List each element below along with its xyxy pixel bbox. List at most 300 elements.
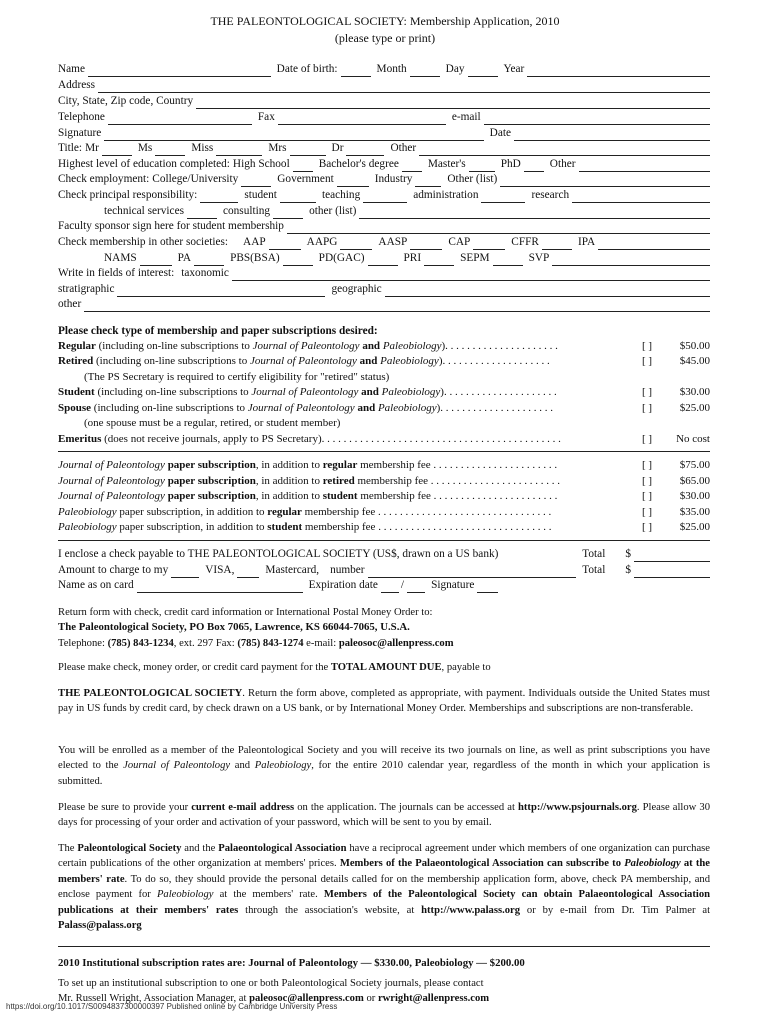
- society-pbs-field[interactable]: [283, 254, 313, 266]
- p5-paleobiology2: Paleobiology: [156, 889, 214, 901]
- society-nams: NAMS: [104, 252, 137, 264]
- society-aap-field[interactable]: [269, 238, 301, 250]
- membership-student-j1: Journal of Paleontology: [251, 386, 359, 398]
- charge-total-label: Total: [582, 564, 606, 576]
- email-field[interactable]: [484, 113, 710, 125]
- membership-emeritus-text: (does not receive journals, apply to PS Secretary): [101, 433, 322, 445]
- paper-pb-regular-kind: paper subscription: [116, 506, 201, 518]
- employment-other-field[interactable]: [500, 175, 710, 187]
- address-field[interactable]: [98, 81, 710, 93]
- responsibility-teaching: teaching: [321, 189, 361, 201]
- spouse-note: [84, 416, 710, 431]
- responsibility-teaching-field[interactable]: [280, 191, 316, 203]
- p4-b: on the application. The journals can be accessed at: [294, 802, 518, 813]
- p5-b5: Members of the Paleontological Society can obtain Palaeontological Association publications at their members' rates: [58, 889, 711, 916]
- society-ipa: IPA: [577, 236, 596, 248]
- employment-gov-field[interactable]: [337, 175, 369, 187]
- p3-journal1: Journal of Paleontology: [123, 760, 231, 772]
- paper-jp-retired-kind: paper subscription: [164, 475, 256, 487]
- society-pri-field[interactable]: [424, 254, 454, 266]
- return-text: Return form with check, credit card information or International Postal Money Order to:: [58, 607, 433, 618]
- responsibility-technical-field[interactable]: [187, 207, 217, 219]
- education-phd: PhD: [500, 158, 521, 170]
- dob-label: Date of birth:: [276, 63, 338, 75]
- responsibility-research-field[interactable]: [481, 191, 525, 203]
- title-mr-field[interactable]: [102, 144, 132, 156]
- membership-regular-pre: (including on-line subscriptions to: [95, 340, 253, 352]
- payment-signature-field[interactable]: [477, 581, 498, 593]
- membership-student-price: $30.00: [679, 386, 710, 398]
- paper-jp-student-post: membership fee: [357, 490, 431, 502]
- leader-dots: . . . . . . . . . . . . . . . . . . . . . . . . . . . . . . . .: [378, 521, 552, 533]
- society-pbs: PBS(BSA): [230, 252, 280, 264]
- p5-pa: Palaeontological Association: [218, 843, 347, 854]
- p3-b: and: [230, 760, 255, 772]
- paper-pb-regular-desc: [58, 505, 642, 520]
- membership-retired-price: $45.00: [679, 355, 710, 367]
- title-other-field[interactable]: [419, 144, 710, 156]
- p4-c: . Please allow 30 days for processing of your order and activation of your password, which will be sent to you by email.: [58, 802, 710, 829]
- society-pd-field[interactable]: [368, 254, 398, 266]
- education-other-field[interactable]: [579, 160, 710, 172]
- paper-pb-student: [58, 520, 710, 535]
- education-ma-field[interactable]: [469, 160, 495, 172]
- p1-pre: Please make check, money order, or credit card payment for the: [58, 662, 331, 673]
- faculty-sponsor-label: Faculty sponsor sign here for student membership: [58, 220, 284, 232]
- responsibility-student-field[interactable]: [200, 191, 238, 203]
- paper-pb-student-journal: Paleobiology: [58, 521, 117, 533]
- paper-jp-student: [58, 489, 710, 504]
- title-row: [58, 141, 710, 156]
- paper-jp-student-checkbox[interactable]: [ ]: [642, 490, 653, 502]
- membership-emeritus-price: No cost: [676, 433, 710, 445]
- paper-pb-regular-post: membership fee: [301, 506, 376, 518]
- employment-industry-field[interactable]: [415, 175, 441, 187]
- paper-jp-student-kind: paper subscription: [164, 490, 256, 502]
- responsibility-research-extra[interactable]: [572, 191, 710, 203]
- address-label: Address: [58, 79, 96, 91]
- paper-pb-student-post: membership fee: [302, 521, 376, 533]
- fax-field[interactable]: [278, 113, 446, 125]
- paper-jp-retired-desc: [58, 474, 642, 489]
- palass-email-link[interactable]: Palass@palass.org: [58, 920, 142, 932]
- paper-pb-student-checkbox[interactable]: [ ]: [642, 521, 653, 533]
- interest-row: [58, 266, 710, 281]
- membership-student-post: ): [440, 386, 444, 398]
- paper-jp-retired-checkbox[interactable]: [ ]: [642, 475, 653, 487]
- p5-b: and the: [181, 843, 219, 854]
- check-total-label: Total: [582, 548, 606, 560]
- society-pa: PA: [177, 252, 192, 264]
- education-hs-field[interactable]: [293, 160, 313, 172]
- p3-journal2: Paleobiology: [254, 760, 312, 772]
- paper-jp-retired-price: $65.00: [679, 475, 710, 487]
- paper-jp-retired-mid: , in addition to: [255, 475, 323, 487]
- p3-c: , for the entire 2010 calendar year, regardless of the month in which your application is submitted.: [58, 760, 711, 787]
- p5-b4: at the members' rate: [58, 858, 710, 885]
- visa-field[interactable]: [171, 566, 199, 578]
- p3-a: You will be enrolled as a member of the Paleontological Society and you will receive its two journals on line, as well as print subscriptions you have elected to the: [58, 745, 710, 772]
- membership-retired: [58, 354, 710, 369]
- membership-student-pre: (including on-line subscriptions to: [94, 386, 252, 398]
- title-label: Title:: [58, 142, 83, 154]
- city-label: City, State, Zip code, Country: [58, 95, 194, 107]
- signature-field[interactable]: [104, 129, 483, 141]
- paper-pb-student-desc: [58, 520, 642, 535]
- card-name-label: Name as on card: [58, 579, 134, 591]
- paper-jp-regular-desc: [58, 458, 642, 473]
- palass-link[interactable]: http://www.palass.org: [421, 904, 521, 916]
- membership-regular-post: ): [441, 340, 446, 352]
- society-aasp: AASP: [378, 236, 408, 248]
- membership-spouse-j1: Journal of Paleontology: [247, 402, 355, 414]
- title-dr: Dr: [331, 142, 344, 154]
- enrollment-paragraph: [58, 743, 710, 789]
- employment-gov: Government: [277, 173, 334, 185]
- paper-pb-regular: [58, 505, 710, 520]
- return-paragraph: [58, 686, 710, 717]
- p2-society: THE PALEONTOLOGICAL SOCIETY: [58, 688, 243, 699]
- year-label: Year: [503, 63, 525, 75]
- contact-pre: Mr. Russell Wright, Association Manager, at: [58, 993, 250, 1004]
- society-svp-field[interactable]: [552, 254, 710, 266]
- employment-label: Check employment:: [58, 173, 150, 185]
- responsibility-other-field[interactable]: [359, 207, 710, 219]
- date-label: Date: [489, 127, 511, 139]
- paper-jp-student-price: $30.00: [679, 490, 710, 502]
- membership-retired-pre: (including on-line subscriptions to: [93, 355, 250, 367]
- employment-college: College/University: [152, 173, 239, 185]
- expiration-slash: /: [400, 579, 405, 591]
- societies-row: [58, 235, 710, 250]
- membership-retired-type: Retired: [58, 355, 94, 367]
- paper-jp-regular-kind: paper subscription: [164, 459, 256, 471]
- charge-label: Amount to charge to my: [58, 564, 169, 576]
- interest-geographic: geographic: [331, 283, 382, 295]
- society-sepm: SEPM: [460, 252, 490, 264]
- leader-dots: . . . . . . . . . . . . . . . . . . . . . . .: [433, 459, 558, 471]
- responsibility-admin-field[interactable]: [363, 191, 407, 203]
- membership-spouse-and: and: [354, 402, 378, 414]
- year-field[interactable]: [527, 65, 710, 77]
- p5-c: have a reciprocal agreement under which members of one organization can purchase certain publications of the other organization at members' prices.: [58, 843, 711, 870]
- faculty-sponsor-row: [58, 219, 710, 234]
- society-aapg-field[interactable]: [340, 238, 372, 250]
- membership-spouse-price: $25.00: [679, 402, 710, 414]
- responsibility-row2: [104, 204, 710, 219]
- fax-number: (785) 843-1274: [237, 638, 304, 649]
- leader-dots: . . . . . . . . . . . . . . . . . . . . . . .: [433, 490, 558, 502]
- rwright-email-link[interactable]: rwright@allenpress.com: [377, 993, 490, 1004]
- paper-jp-retired-type: retired: [322, 475, 355, 487]
- society-pri: PRI: [403, 252, 422, 264]
- title-other: Other: [390, 142, 417, 154]
- retired-note-text: (The PS Secretary is required to certify eligibility for "retired" status): [84, 371, 390, 383]
- membership-regular-desc: [58, 339, 642, 354]
- title-miss-field[interactable]: [216, 144, 262, 156]
- contact-email-link[interactable]: paleosoc@allenpress.com: [338, 638, 454, 649]
- expiration-month-field[interactable]: [381, 581, 399, 593]
- membership-student-type: Student: [58, 386, 95, 398]
- paper-jp-regular-type: regular: [322, 459, 358, 471]
- membership-spouse-post: ): [436, 402, 441, 414]
- contact-or: or: [363, 993, 378, 1004]
- membership-emeritus: [58, 432, 710, 447]
- paper-pb-student-mid: , in addition to: [200, 521, 268, 533]
- membership-retired-j1: Journal of Paleontology: [249, 355, 357, 367]
- dob-field[interactable]: [341, 65, 371, 77]
- retired-note: [84, 370, 710, 385]
- membership-student-and: and: [358, 386, 382, 398]
- faculty-sponsor-field[interactable]: [287, 222, 710, 234]
- paper-pb-regular-type: regular: [267, 506, 302, 518]
- card-name-field[interactable]: [137, 581, 303, 593]
- paper-jp-retired-journal: Journal of Paleontology: [58, 475, 165, 487]
- membership-retired-desc: [58, 354, 642, 369]
- paper-jp-student-mid: , in addition to: [255, 490, 323, 502]
- p5-g: or by e-mail from Dr. Tim Palmer at: [520, 904, 711, 916]
- responsibility-consulting-field[interactable]: [273, 207, 303, 219]
- responsibility-label: Check principal responsibility:: [58, 189, 198, 201]
- expiration-label: Expiration date: [308, 579, 378, 591]
- membership-emeritus-desc: [58, 432, 642, 447]
- interest-stratigraphic-field[interactable]: [117, 285, 325, 297]
- society-ipa-field[interactable]: [598, 238, 710, 250]
- interest-taxonomic: taxonomic: [181, 267, 229, 279]
- title-dr-field[interactable]: [346, 144, 384, 156]
- charge-total-field[interactable]: [634, 566, 710, 578]
- interest-stratigraphic: stratigraphic: [58, 283, 115, 295]
- title-mrs: Mrs: [268, 142, 287, 154]
- telephone-field[interactable]: [108, 113, 252, 125]
- p4-a: Please be sure to provide your: [58, 802, 192, 813]
- leader-dots: . . . . . . . . . . . . . . . . . . . . .: [445, 340, 558, 352]
- paper-jp-student-journal: Journal of Paleontology: [58, 490, 165, 502]
- societies-row2: [104, 251, 710, 266]
- telephone-row: [58, 110, 710, 125]
- p5-b3: Members of the Palaeontological Association can subscribe to: [339, 858, 625, 870]
- membership-spouse-j2: Paleobiology: [377, 402, 437, 414]
- employment-college-field[interactable]: [241, 175, 271, 187]
- visa-label: VISA,: [205, 564, 235, 576]
- education-other: Other: [549, 158, 576, 170]
- p5-f: through the association's website, at: [238, 904, 422, 916]
- ps-address: The Paleontological Society, PO Box 7065, Lawrence, KS 66044-7065, U.S.A.: [58, 621, 410, 633]
- society-cffr-field[interactable]: [542, 238, 572, 250]
- mastercard-field[interactable]: [237, 566, 259, 578]
- responsibility-research: research: [531, 189, 570, 201]
- month-label: Month: [376, 63, 407, 75]
- membership-regular-type: Regular: [58, 340, 96, 352]
- card-number-label: number: [330, 564, 365, 576]
- signature-row: [58, 126, 710, 141]
- day-label: Day: [445, 63, 465, 75]
- mastercard-label: Mastercard,: [265, 564, 320, 576]
- education-row: [58, 157, 710, 172]
- membership-spouse-type: Spouse: [58, 402, 92, 414]
- paper-jp-regular: [58, 458, 710, 473]
- p5-d: . To do so, they should provide the personal details called for on the membership application form, above, check PA membership, and enclose payment for: [58, 873, 710, 901]
- paper-pb-student-price: $25.00: [679, 521, 710, 533]
- paper-jp-regular-checkbox[interactable]: [ ]: [642, 459, 653, 471]
- p2-rest: . Return the form above, completed as appropriate, with payment. Individuals outside the United States must pay in US funds by credit card, by check drawn on a US bank, or by International Money Order. Memberships and subscriptions are non-transferable.: [58, 688, 711, 715]
- education-hs: High School: [232, 158, 290, 170]
- leader-dots: . . . . . . . . . . . . . . . . . . . . .: [440, 402, 554, 414]
- signature-label: Signature: [58, 127, 102, 139]
- payment-signature-label: Signature: [431, 579, 475, 591]
- expiration-year-field[interactable]: [407, 581, 425, 593]
- leader-dots: . . . . . . . . . . . . . . . . . . . . . . . . . . . . . . . . . . . . . . . . . . . .: [321, 433, 561, 445]
- membership-spouse-checkbox[interactable]: [ ]: [642, 402, 653, 414]
- paper-jp-regular-post: membership fee: [357, 459, 431, 471]
- membership-regular-and: and: [359, 340, 383, 352]
- psjournals-link[interactable]: http://www.psjournals.org: [518, 802, 637, 813]
- leader-dots: . . . . . . . . . . . . . . . . . . . .: [442, 355, 550, 367]
- p5-ps: Paleontological Society: [77, 843, 182, 854]
- spouse-note-text: (one spouse must be a regular, retired, or student member): [84, 417, 341, 429]
- education-ba-field[interactable]: [402, 160, 422, 172]
- paper-jp-regular-mid: , in addition to: [255, 459, 323, 471]
- doi-footer[interactable]: https://doi.org/10.1017/S0094837300000397 Published online by Cambridge University Press: [6, 1002, 338, 1011]
- membership-spouse: [58, 401, 710, 416]
- check-dollar: $: [625, 548, 631, 560]
- membership-emeritus-type: Emeritus: [58, 433, 102, 445]
- paper-pb-regular-journal: Paleobiology: [58, 506, 117, 518]
- contact-line: [58, 636, 710, 651]
- title-miss: Miss: [191, 142, 214, 154]
- membership-retired-post: ): [438, 355, 443, 367]
- paper-jp-regular-price: $75.00: [679, 459, 710, 471]
- membership-emeritus-checkbox[interactable]: [ ]: [642, 433, 653, 445]
- form-title: THE PALEONTOLOGICAL SOCIETY: Membership Application, 2010: [210, 14, 560, 28]
- society-aap: AAP: [243, 236, 266, 248]
- leader-dots: . . . . . . . . . . . . . . . . . . . . . . . . . . . . . . . .: [377, 506, 552, 518]
- society-aapg: AAPG: [306, 236, 338, 248]
- city-row: [58, 94, 710, 109]
- date-field[interactable]: [514, 129, 710, 141]
- responsibility-other: other (list): [309, 205, 357, 217]
- membership-heading: Please check type of membership and paper subscriptions desired:: [58, 325, 378, 337]
- interest-row2: [58, 282, 710, 297]
- paper-jp-student-type: student: [322, 490, 358, 502]
- form-subtitle: (please type or print): [334, 31, 436, 45]
- membership-regular-j1: Journal of Paleontology: [252, 340, 360, 352]
- payment-instruction: [58, 660, 710, 675]
- membership-spouse-desc: [58, 401, 642, 416]
- society-aasp-field[interactable]: [410, 238, 442, 250]
- title-ms: Ms: [137, 142, 153, 154]
- society-sepm-field[interactable]: [493, 254, 523, 266]
- day-field[interactable]: [468, 65, 498, 77]
- divider: [58, 540, 710, 541]
- interest-label: Write in fields of interest:: [58, 267, 175, 279]
- membership-retired-and: and: [356, 355, 381, 367]
- membership-regular-checkbox[interactable]: [ ]: [642, 340, 653, 352]
- check-label: I enclose a check payable to THE PALEONTOLOGICAL SOCIETY (US$, drawn on a US bank): [58, 548, 499, 560]
- city-field[interactable]: [196, 97, 710, 109]
- address-row: [58, 78, 710, 93]
- email-paragraph: [58, 800, 710, 831]
- p4-email-bold: current e-mail address: [191, 802, 295, 813]
- society-cap-field[interactable]: [473, 238, 505, 250]
- paper-pb-student-kind: paper subscription: [116, 521, 201, 533]
- leader-dots: . . . . . . . . . . . . . . . . . . . . .: [443, 386, 557, 398]
- education-ba: Bachelor's degree: [318, 158, 399, 170]
- card-name-row: [58, 578, 498, 593]
- membership-student-j2: Paleobiology: [381, 386, 441, 398]
- education-label: Highest level of education completed:: [58, 158, 230, 170]
- charge-row: [58, 563, 710, 578]
- responsibility-row: [58, 188, 710, 203]
- education-ma: Master's: [427, 158, 466, 170]
- employment-other: Other (list): [447, 173, 498, 185]
- total-amount-due: TOTAL AMOUNT DUE: [330, 662, 442, 673]
- employment-row: [58, 172, 710, 187]
- p1-post: , payable to: [441, 662, 491, 673]
- check-row: [58, 547, 710, 562]
- paper-pb-student-type: student: [267, 521, 303, 533]
- paper-jp-retired-post: membership fee: [354, 475, 429, 487]
- membership-student: [58, 385, 710, 400]
- month-field[interactable]: [410, 65, 440, 77]
- membership-regular: [58, 339, 710, 354]
- interest-row3: [58, 297, 710, 312]
- responsibility-admin: administration: [413, 189, 479, 201]
- membership-spouse-pre: (including on-line subscriptions to: [91, 402, 248, 414]
- p5-paleobiology: Paleobiology: [624, 858, 681, 870]
- contact-email-label: e-mail:: [303, 638, 339, 649]
- divider: [58, 946, 710, 947]
- interest-taxonomic-field[interactable]: [232, 269, 710, 281]
- membership-regular-price: $50.00: [679, 340, 710, 352]
- paper-pb-regular-price: $35.00: [679, 506, 710, 518]
- check-total-field[interactable]: [634, 550, 710, 562]
- name-field[interactable]: [88, 65, 271, 77]
- employment-industry: Industry: [374, 173, 413, 185]
- society-pd: PD(GAC): [318, 252, 365, 264]
- phone-number: (785) 843-1234: [107, 638, 174, 649]
- title-mr: Mr: [85, 142, 99, 154]
- title-ms-field[interactable]: [155, 144, 185, 156]
- membership-regular-j2: Paleobiology: [382, 340, 442, 352]
- phone-ext: , ext. 297 Fax:: [173, 638, 238, 649]
- education-phd-field[interactable]: [524, 160, 544, 172]
- paper-pb-regular-mid: , in addition to: [200, 506, 268, 518]
- societies-label: Check membership in other societies:: [58, 236, 229, 248]
- name-row: [58, 62, 710, 77]
- name-label: Name: [58, 63, 85, 75]
- telephone-label: Telephone: [58, 111, 105, 123]
- society-nams-field[interactable]: [140, 254, 172, 266]
- title-mrs-field[interactable]: [290, 144, 326, 156]
- paper-jp-student-desc: [58, 489, 642, 504]
- membership-student-checkbox[interactable]: [ ]: [642, 386, 653, 398]
- responsibility-student: student: [244, 189, 277, 201]
- interest-geographic-field[interactable]: [385, 285, 710, 297]
- card-number-field[interactable]: [368, 566, 577, 578]
- leader-dots: . . . . . . . . . . . . . . . . . . . . . . . .: [430, 475, 561, 487]
- paper-pb-regular-checkbox[interactable]: [ ]: [642, 506, 653, 518]
- paleosoc-email-link[interactable]: paleosoc@allenpress.com: [249, 993, 364, 1004]
- responsibility-consulting: consulting: [222, 205, 271, 217]
- charge-dollar: $: [625, 564, 631, 576]
- institutional-rates: 2010 Institutional subscription rates are: Journal of Paleontology — $330.00, Paleobiology — $200.00: [58, 957, 525, 969]
- membership-retired-j2: Paleobiology: [380, 355, 439, 367]
- p5-e: at the members' rate.: [213, 889, 324, 901]
- interest-other-field[interactable]: [84, 300, 710, 312]
- membership-retired-checkbox[interactable]: [ ]: [642, 355, 653, 367]
- society-pa-field[interactable]: [194, 254, 224, 266]
